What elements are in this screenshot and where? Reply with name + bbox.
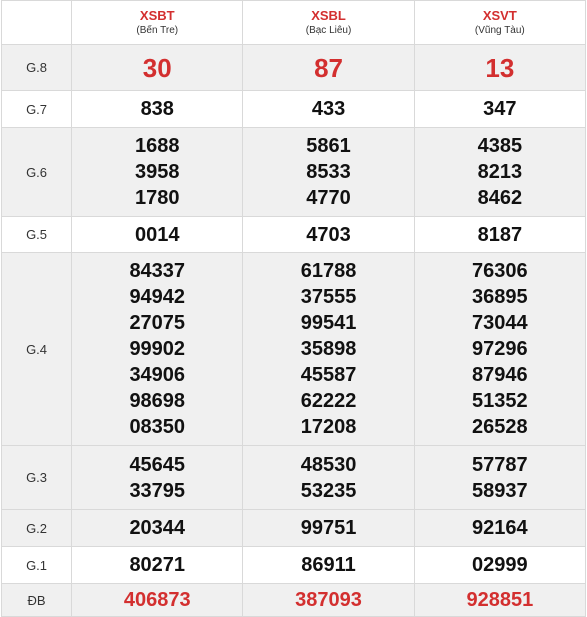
result-number: 58937 [472, 479, 528, 502]
prize-label: G.3 [2, 446, 72, 510]
prize-row-g6 [2, 128, 586, 217]
result-number: 45587 [300, 364, 357, 386]
station-header-xsbt [72, 1, 243, 45]
result-number: 17208 [300, 416, 357, 438]
result-number: 87946 [472, 364, 528, 386]
result-cell-xsbl [243, 128, 414, 217]
result-number: 8462 [477, 187, 523, 209]
result-number: 48530 [300, 453, 357, 476]
result-number: 99541 [300, 312, 357, 334]
result-number: 76306 [472, 260, 528, 282]
result-cell-xsbt [72, 45, 243, 91]
result-number: 838 [140, 98, 174, 120]
result-number: 94942 [129, 286, 186, 308]
result-number: 80271 [129, 554, 186, 576]
result-cell-xsbl [243, 510, 414, 547]
result-cell-xsbt [72, 217, 243, 253]
result-cell-xsbt [72, 128, 243, 217]
result-number: 98698 [129, 390, 186, 412]
station-code: XSVT [482, 8, 517, 23]
prize-rows [2, 45, 586, 617]
result-cell-xsvt [414, 547, 585, 584]
prize-label: G.6 [2, 128, 72, 217]
prize-row-g4 [2, 253, 586, 446]
station-name: (Vũng Tàu) [474, 25, 525, 36]
result-cell-xsvt [414, 45, 585, 91]
result-number: 387093 [295, 589, 362, 611]
station-code: XSBT [139, 8, 175, 23]
result-cell-xsvt [414, 510, 585, 547]
result-number: 99751 [300, 517, 357, 539]
result-number: 4385 [477, 135, 523, 157]
result-number: 8213 [477, 161, 523, 183]
result-cell-xsvt [414, 253, 585, 446]
result-number: 13 [485, 52, 515, 83]
result-number: 5861 [306, 135, 351, 157]
result-cell-xsbl [243, 547, 414, 584]
result-number: 8533 [306, 161, 351, 183]
result-number: 33795 [129, 479, 186, 502]
prize-row-g8 [2, 45, 586, 91]
prize-label: G.4 [2, 253, 72, 446]
result-number: 45645 [129, 453, 186, 476]
result-number: 86911 [301, 554, 356, 576]
result-cell-xsvt [414, 217, 585, 253]
station-name: (Bạc Liêu) [305, 25, 352, 36]
result-number: 87 [314, 52, 343, 83]
result-number: 36895 [472, 286, 528, 308]
result-cell-xsbl [243, 91, 414, 128]
result-number: 99902 [129, 338, 186, 360]
prize-row-g1 [2, 547, 586, 584]
header-corner-cell [2, 1, 72, 45]
result-cell-xsvt [414, 128, 585, 217]
result-number: 35898 [300, 338, 357, 360]
result-cell-xsbt [72, 253, 243, 446]
result-cell-xsbt [72, 510, 243, 547]
result-number: 4703 [306, 223, 351, 246]
result-cell-xsvt [414, 446, 585, 510]
result-number: 62222 [300, 390, 357, 412]
prize-row-g2 [2, 510, 586, 547]
result-number: 0014 [135, 223, 180, 246]
result-number: 73044 [472, 312, 528, 334]
header-row [2, 1, 586, 45]
result-number: 4770 [306, 187, 351, 209]
result-number: 84337 [129, 260, 186, 282]
result-number: 3958 [135, 161, 180, 183]
result-number: 928851 [466, 589, 534, 611]
prize-label: ĐB [2, 584, 72, 617]
result-cell-xsbl [243, 446, 414, 510]
result-cell-xsbt [72, 91, 243, 128]
result-number: 27075 [129, 312, 186, 334]
result-cell-xsbt [72, 584, 243, 617]
station-name: (Bến Tre) [136, 25, 179, 36]
result-number: 406873 [123, 589, 191, 611]
result-number: 1688 [135, 135, 180, 157]
prize-row-g7 [2, 91, 586, 128]
station-header-xsbl [243, 1, 414, 45]
prize-row-g5 [2, 217, 586, 253]
result-number: 51352 [472, 390, 528, 412]
lottery-results-table [1, 0, 586, 617]
result-number: 20344 [129, 517, 186, 539]
result-number: 02999 [472, 554, 528, 576]
result-number: 37555 [300, 286, 357, 308]
result-number: 26528 [472, 416, 528, 438]
result-number: 347 [483, 98, 517, 120]
result-cell-xsbl [243, 253, 414, 446]
result-number: 1780 [135, 187, 180, 209]
prize-label: G.8 [2, 45, 72, 91]
station-code: XSBL [311, 8, 346, 23]
prize-label: G.2 [2, 510, 72, 547]
result-number: 61788 [300, 260, 357, 282]
result-number: 8187 [477, 223, 523, 246]
result-number: 08350 [129, 416, 186, 438]
prize-label: G.7 [2, 91, 72, 128]
result-cell-xsbl [243, 584, 414, 617]
result-number: 97296 [472, 338, 528, 360]
result-cell-xsvt [414, 584, 585, 617]
result-number: 53235 [300, 479, 357, 502]
prize-label: G.5 [2, 217, 72, 253]
result-number: 57787 [472, 453, 528, 476]
result-number: 30 [142, 52, 172, 83]
station-header-xsvt [414, 1, 585, 45]
prize-label: G.1 [2, 547, 72, 584]
result-cell-xsbl [243, 217, 414, 253]
result-number: 34906 [129, 364, 186, 386]
prize-row-g3 [2, 446, 586, 510]
result-cell-xsbl [243, 45, 414, 91]
prize-row-special [2, 584, 586, 617]
result-cell-xsbt [72, 446, 243, 510]
result-cell-xsbt [72, 547, 243, 584]
result-number: 92164 [472, 517, 528, 539]
result-number: 433 [311, 98, 346, 120]
result-cell-xsvt [414, 91, 585, 128]
